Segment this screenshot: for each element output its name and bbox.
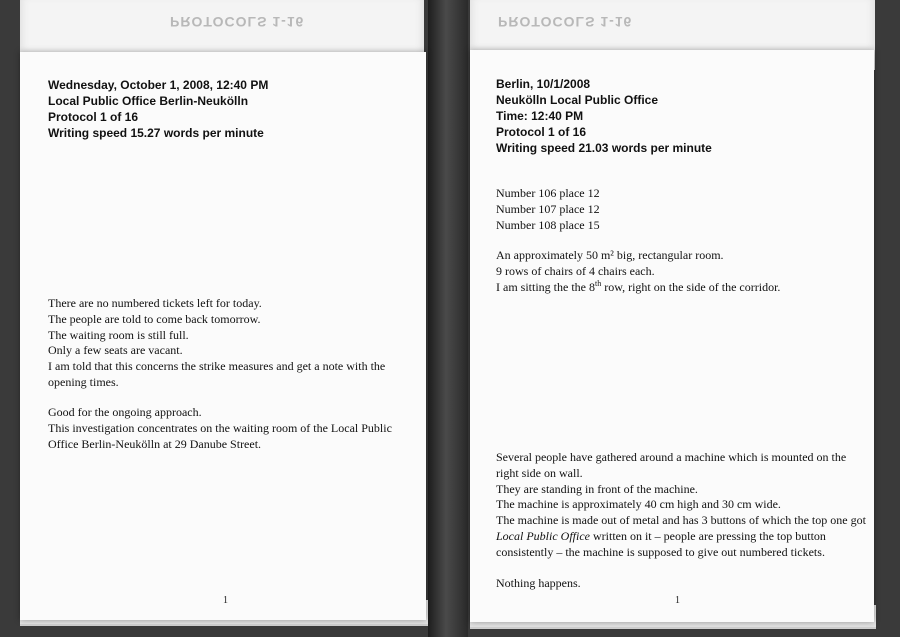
left-header xyxy=(48,77,268,141)
number-item: Number 107 place 12 xyxy=(496,201,600,216)
text-fragment: row, right on the side of the corridor. xyxy=(601,279,781,294)
left-page-number: 1 xyxy=(223,595,228,606)
text-line: opening times. xyxy=(48,374,119,389)
text-fragment: written on it – people are pressing the top button xyxy=(589,528,826,543)
text-line: 9 rows of chairs of 4 chairs each. xyxy=(496,263,655,278)
text-line: Office Berlin-Neukölln at 29 Danube Street. xyxy=(48,436,262,451)
number-item: Number 108 place 15 xyxy=(496,217,600,232)
text-line: consistently – the machine is supposed to give out numbered tickets. xyxy=(496,544,825,559)
text-line xyxy=(496,280,780,296)
text-line: This investigation concentrates on the waiting room of the Local Public xyxy=(48,420,392,435)
right-back-title: PROTOCOLS 1-16 xyxy=(498,14,633,30)
left-header-protocol: Protocol 1 of 16 xyxy=(48,110,139,124)
text-line: The people are told to come back tomorrow. xyxy=(48,311,261,326)
right-header xyxy=(496,76,712,156)
text-line: Several people have gathered around a machine which is mounted on the xyxy=(496,450,847,464)
left-header-speed: Writing speed 15.27 words per minute xyxy=(48,126,264,140)
text-line: The waiting room is still full. xyxy=(48,327,189,342)
right-page xyxy=(470,50,874,622)
text-line: I am told that this concerns the strike measures and get a note with the xyxy=(48,359,386,374)
text-line: The machine is made out of metal and has 3 buttons of which the top one got xyxy=(496,513,866,528)
text-line: The machine is approximately 40 cm high and 30 cm wide. xyxy=(496,497,781,512)
left-page xyxy=(20,52,426,620)
left-paragraph-1 xyxy=(48,296,385,391)
text-fragment: I am sitting the the 8 xyxy=(496,279,595,294)
ordinal-suffix: th xyxy=(594,278,602,288)
text-line: There are no numbered tickets left for today. xyxy=(48,296,262,310)
left-header-office: Local Public Office Berlin-Neukölln xyxy=(48,94,249,108)
italic-phrase: Local Public Office xyxy=(496,528,590,543)
right-numbers-list xyxy=(496,186,600,233)
book-gutter xyxy=(428,0,468,637)
right-page-number: 1 xyxy=(675,595,680,606)
right-header-protocol: Protocol 1 of 16 xyxy=(496,125,587,139)
left-back-title: PROTOCOLS 1-16 xyxy=(170,14,305,30)
text-line xyxy=(496,529,866,545)
text-line: Only a few seats are vacant. xyxy=(48,343,183,358)
text-line: An approximately 50 m² big, rectangular room. xyxy=(496,248,724,262)
text-line: They are standing in front of the machine. xyxy=(496,481,698,496)
text-line: right side on wall. xyxy=(496,465,583,480)
left-header-date: Wednesday, October 1, 2008, 12:40 PM xyxy=(48,78,269,92)
text-line: Good for the ongoing approach. xyxy=(48,405,202,419)
right-header-date: Berlin, 10/1/2008 xyxy=(496,77,591,91)
right-closing-line: Nothing happens. xyxy=(496,576,581,590)
number-item: Number 106 place 12 xyxy=(496,186,600,200)
right-header-speed: Writing speed 21.03 words per minute xyxy=(496,141,712,155)
right-room-paragraph xyxy=(496,248,780,295)
right-header-office: Neukölln Local Public Office xyxy=(496,93,659,107)
left-paragraph-2 xyxy=(48,405,392,452)
right-machine-paragraph xyxy=(496,450,866,561)
right-header-time: Time: 12:40 PM xyxy=(496,109,584,123)
